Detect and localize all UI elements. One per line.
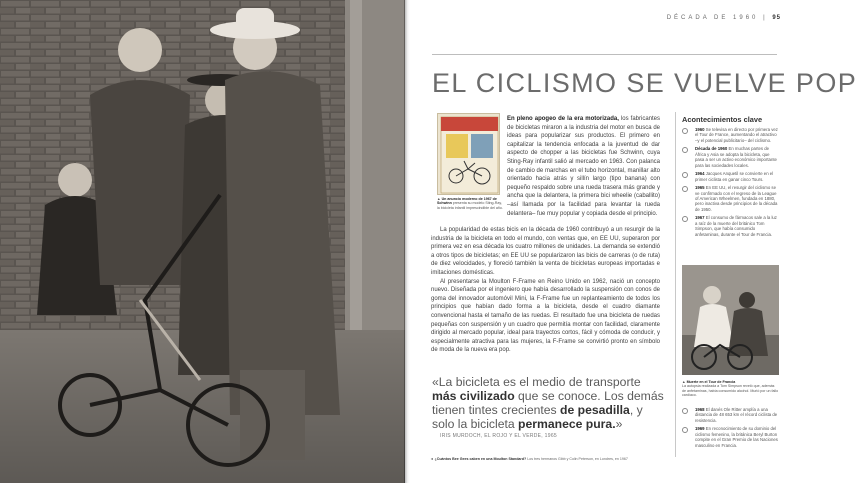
body-lead: En pleno apogeo de la era motorizada, — [507, 116, 619, 122]
page-title: EL CICLISMO SE VUELVE POP — [432, 68, 857, 98]
key-events-list-continued — [682, 407, 780, 451]
photo-caption-bold: ¿Cuántos Bee Gees caben en una Moulton Standard? — [434, 457, 527, 461]
header-separator: | — [763, 15, 773, 21]
running-header — [667, 15, 781, 21]
event-text: Jacques Anquetil se convierte en el primer ciclista en ganar cinco Tours. — [695, 171, 774, 182]
book-spine-shadow — [404, 0, 410, 483]
sidebar-divider — [675, 112, 676, 457]
quote-close-mark: » — [615, 417, 623, 431]
event-text: En muchas partes de África y Asia se adopta la bicicleta, que pasa a ser un activo económico importante para las sociedades locales. — [695, 146, 777, 168]
event-year: 1965 — [695, 185, 705, 191]
key-events-list — [682, 127, 780, 240]
event-year: 1960 — [695, 127, 705, 132]
body-paragraph-1 — [507, 115, 660, 218]
quote-part-2: que se conoce. Los demás tienen tintes crecientes — [432, 389, 664, 417]
body-column-bottom — [431, 226, 660, 355]
event-item — [682, 407, 780, 423]
bee-gees-photo — [0, 0, 405, 483]
event-year: 1964 — [695, 171, 705, 177]
schwinn-ad-image — [437, 113, 500, 195]
event-year: 1967 — [695, 215, 705, 221]
poster-caption-bold: Un anuncio moderno de 1967 de Schwinn — [437, 197, 497, 206]
event-item — [682, 146, 780, 168]
event-item — [682, 127, 780, 143]
body-paragraph-1-text: los fabricantes de bicicletas miraron a la industria del motor en busca de ideas para popularizar sus productos. El primero en capitalizar la tendencia enfocada a la juventud de dar aspecto de chopper a las bicicletas fue Schwinn, cuya Sting-Ray infantil salió al mercado en 1963. Con palanca de cambio de marchas en el tubo horizontal, manillar alto orientado hacia atrás y sillín largo (tipo banana) con pequeño respaldo sobre una rueda trasera más grande y ancha que la delantera, la primera bici wheelie (caballito) –así llamada por la facilidad para levantar la rueda delantera– fue muy popular y copiada desde el principio. — [507, 116, 661, 217]
caption-pointer-icon: ◄ — [430, 457, 435, 461]
quote-part-1: La bicicleta es el medio de transporte — [438, 375, 641, 389]
quote-open-mark: « — [432, 375, 439, 389]
body-paragraph-3: Al presentarse la Moulton F-Frame en Reino Unido en 1962, nació un concepto nuevo. Diseñada por el ingeniero que había desarrollado la suspensión con conos de goma del innovador automóvil Mini, la F-Frame fue un replanteamiento de todos los principios que habían dado forma a la bicicleta, desde el cuadro diamante convencional hasta el tamaño de las ruedas. El resultado fue una bicicleta de ruedas pequeñas con suspensión y un cuadro que permitía montar con facilidad, claramente dirigido al mercado popular, ideal para trayectos cortos, fácil y cómoda de conducir, y especialmente atractiva para las mujeres, la F-Frame se convirtió pronto en símbolo de moda de la nueva era pop. — [431, 278, 660, 354]
pull-quote — [432, 375, 667, 431]
event-year: 1968 — [695, 407, 705, 412]
sidebar-photo-caption-bold: Muerte en el Tour de Francia — [686, 380, 736, 384]
sidebar-photo-caption — [682, 380, 779, 397]
quote-part-3: , y solo la bicicleta — [432, 403, 643, 431]
body-paragraph-2: La popularidad de estas bicis en la década de 1960 contribuyó a un resurgir de la industria de la bicicleta en todo el mundo, con ventas que, en EE UU, superaron por primera vez en esa década los cuatro millones de unidades. La demanda se extendió a otros tipos de bicicletas; en EE UU se popularizaron las bicis de carreras (o de ruta) de diez velocidades, y floreció también la venta de bicicletas europeas importadas e imitaciones domésticas. — [431, 227, 660, 276]
event-year: 1969 — [695, 426, 705, 432]
event-text: En reconocimiento de su dominio del ciclismo femenino, la británica Beryl Burton compite en el Gran Premio de las Naciones masculino en Francia. — [695, 426, 778, 448]
caption-pointer-icon: ▲ — [437, 197, 442, 201]
event-item — [682, 185, 780, 212]
event-text: Se televisa en directo por primera vez el Tour de France, aumentando el atractivo –y el potencial publicitario– del ciclismo. — [695, 127, 778, 143]
event-text: El consumo de fármacos sale a la luz a raíz de la muerte del británico Tom Simpson, que había consumido anfetaminas, durante el Tour de Francia. — [695, 215, 777, 237]
tom-simpson-photo — [682, 265, 779, 375]
body-column-top — [507, 115, 660, 218]
quote-bold-1: más civilizado — [432, 389, 515, 403]
sidebar-title: Acontecimientos clave — [682, 115, 763, 124]
title-divider — [432, 54, 777, 55]
event-item — [682, 426, 780, 448]
quote-attribution: IRIS MURDOCH, EL ROJO Y EL VERDE, 1965 — [440, 433, 557, 439]
event-text: En EE UU, el resurgir del ciclismo se ve confirmado con el regreso de la League of American Wheelmen, fundada en 1880, pero inactiva desde principios de la década de 1950. — [695, 185, 778, 212]
event-item — [682, 171, 780, 182]
event-year: Década de 1960 — [695, 146, 728, 152]
event-text: El danés Ole Ritter amplía a una distancia de 48 653 km el récord ciclista de resistencia. — [695, 407, 778, 423]
photo-caption-text: Los tres hermanos Gibb y Colin Peterson, en Londres, en 1967 — [527, 457, 628, 461]
poster-caption — [437, 197, 503, 210]
photo-caption — [430, 457, 628, 461]
section-name: DÉCADA DE 1960 — [666, 15, 759, 21]
poster-caption-text: presenta su modelo Sting-Ray, la bicicleta infantil imprescindible del año. — [437, 201, 503, 210]
quote-bold-3: permanece pura. — [518, 417, 616, 431]
event-item — [682, 215, 780, 237]
page-number: 95 — [772, 15, 781, 21]
quote-bold-2: de pesadilla — [560, 403, 630, 417]
caption-pointer-icon: ▲ — [682, 380, 687, 384]
sidebar-photo-caption-text: La autopsia realizada a Tom Simpson reveló que, además de anfetaminas, había consumido alcohol. Murió por un fallo cardíaco. — [682, 384, 779, 397]
